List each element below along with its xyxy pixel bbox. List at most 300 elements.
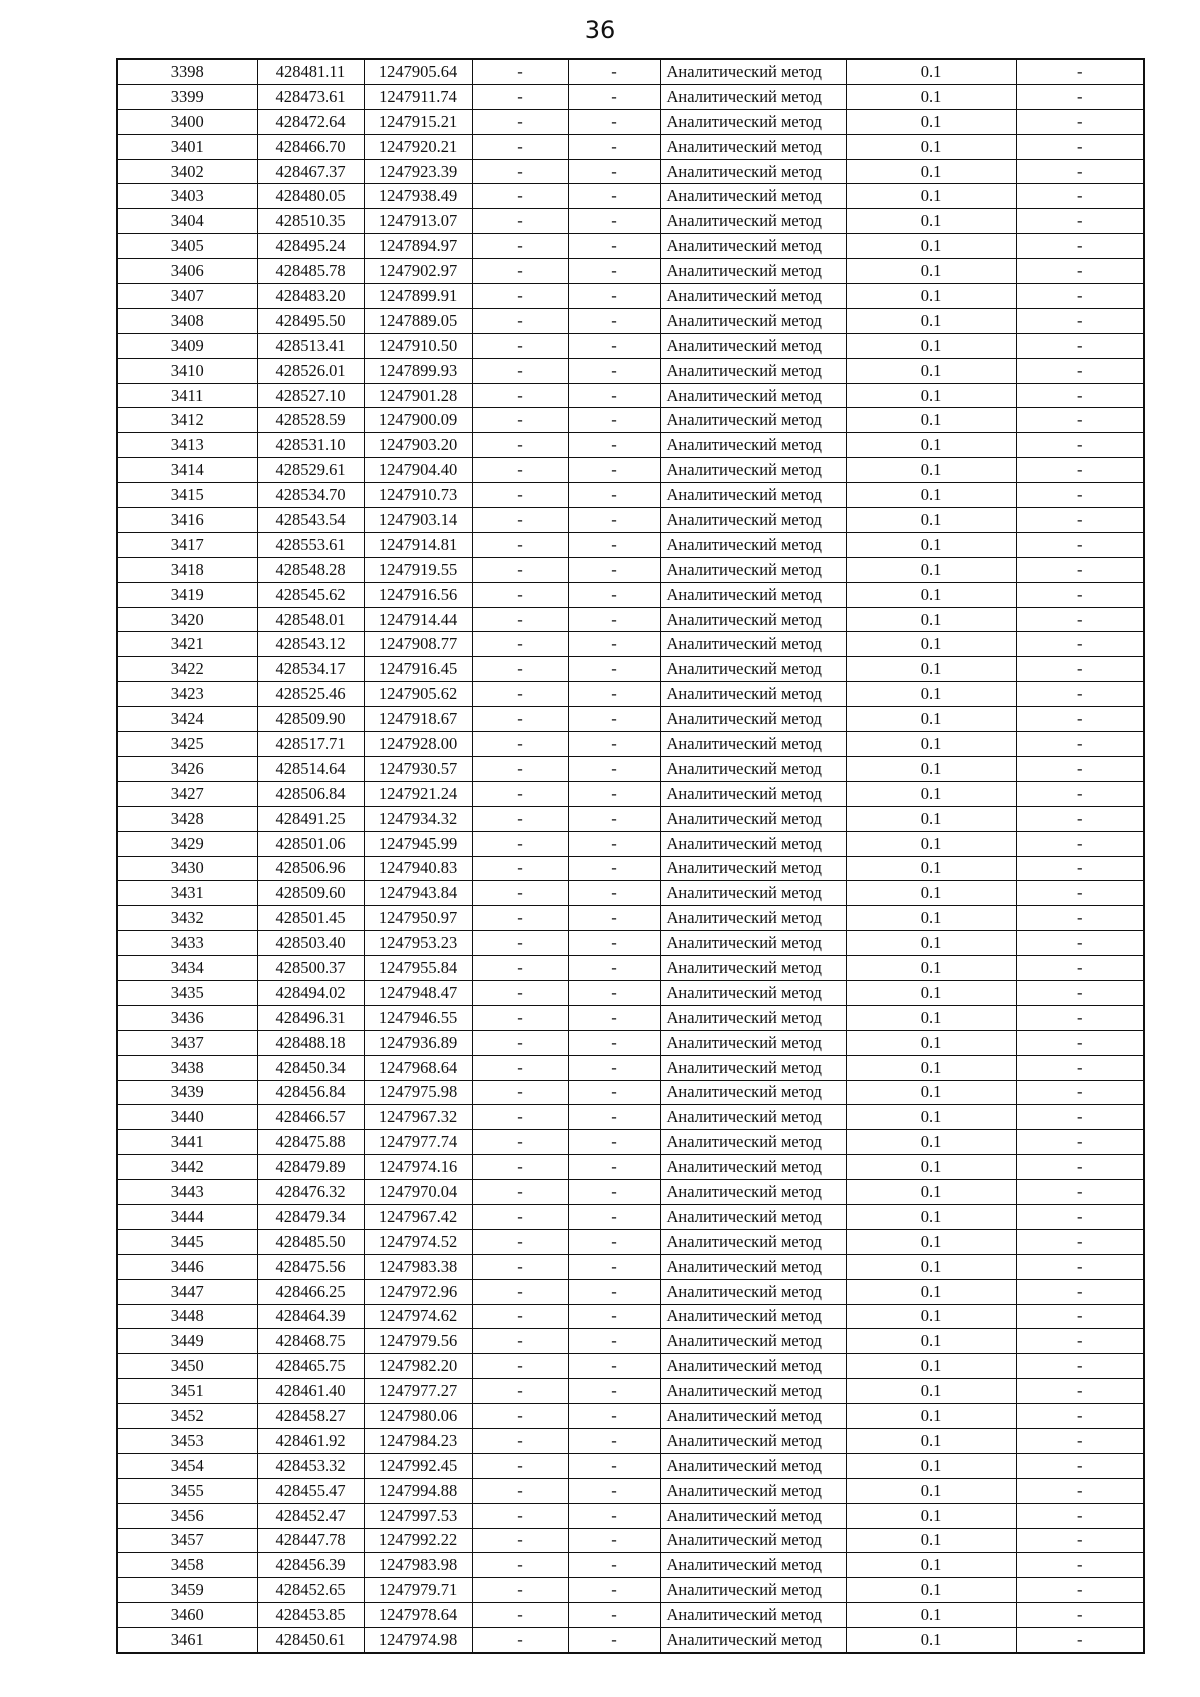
y-coordinate-cell: 1247916.45 (364, 657, 472, 682)
table-row (117, 1354, 1144, 1379)
method-cell: Аналитический метод (660, 433, 846, 458)
y-coordinate-cell: 1247910.50 (364, 333, 472, 358)
dash-cell-b: - (568, 756, 660, 781)
method-cell: Аналитический метод (660, 159, 846, 184)
point-number-cell: 3454 (117, 1453, 257, 1478)
dash-cell-a: - (472, 134, 568, 159)
method-cell: Аналитический метод (660, 1155, 846, 1180)
dash-cell-a: - (472, 607, 568, 632)
table-row (117, 358, 1144, 383)
accuracy-cell: 0.1 (846, 707, 1016, 732)
y-coordinate-cell: 1247992.45 (364, 1453, 472, 1478)
dash-cell-b: - (568, 732, 660, 757)
table-row (117, 756, 1144, 781)
y-coordinate-cell: 1247972.96 (364, 1279, 472, 1304)
dash-cell-c: - (1016, 159, 1144, 184)
x-coordinate-cell: 428548.01 (257, 607, 364, 632)
point-number-cell: 3439 (117, 1080, 257, 1105)
accuracy-cell: 0.1 (846, 1155, 1016, 1180)
table-row (117, 657, 1144, 682)
dash-cell-b: - (568, 259, 660, 284)
y-coordinate-cell: 1247970.04 (364, 1180, 472, 1205)
method-cell: Аналитический метод (660, 657, 846, 682)
dash-cell-b: - (568, 906, 660, 931)
y-coordinate-cell: 1247977.74 (364, 1130, 472, 1155)
dash-cell-b: - (568, 931, 660, 956)
dash-cell-a: - (472, 1180, 568, 1205)
accuracy-cell: 0.1 (846, 1055, 1016, 1080)
point-number-cell: 3456 (117, 1503, 257, 1528)
y-coordinate-cell: 1247974.52 (364, 1229, 472, 1254)
accuracy-cell: 0.1 (846, 682, 1016, 707)
method-cell: Аналитический метод (660, 134, 846, 159)
y-coordinate-cell: 1247905.62 (364, 682, 472, 707)
dash-cell-b: - (568, 1578, 660, 1603)
accuracy-cell: 0.1 (846, 756, 1016, 781)
y-coordinate-cell: 1247936.89 (364, 1030, 472, 1055)
point-number-cell: 3452 (117, 1404, 257, 1429)
dash-cell-b: - (568, 333, 660, 358)
accuracy-cell: 0.1 (846, 1180, 1016, 1205)
dash-cell-b: - (568, 1080, 660, 1105)
y-coordinate-cell: 1247978.64 (364, 1603, 472, 1628)
y-coordinate-cell: 1247900.09 (364, 408, 472, 433)
x-coordinate-cell: 428481.11 (257, 59, 364, 84)
dash-cell-b: - (568, 284, 660, 309)
accuracy-cell: 0.1 (846, 159, 1016, 184)
method-cell: Аналитический метод (660, 1204, 846, 1229)
point-number-cell: 3445 (117, 1229, 257, 1254)
table-row (117, 806, 1144, 831)
dash-cell-b: - (568, 956, 660, 981)
method-cell: Аналитический метод (660, 508, 846, 533)
method-cell: Аналитический метод (660, 1080, 846, 1105)
point-number-cell: 3440 (117, 1105, 257, 1130)
table-row (117, 632, 1144, 657)
dash-cell-c: - (1016, 1130, 1144, 1155)
accuracy-cell: 0.1 (846, 1528, 1016, 1553)
y-coordinate-cell: 1247948.47 (364, 980, 472, 1005)
x-coordinate-cell: 428476.32 (257, 1180, 364, 1205)
x-coordinate-cell: 428456.39 (257, 1553, 364, 1578)
table-row (117, 184, 1144, 209)
accuracy-cell: 0.1 (846, 234, 1016, 259)
accuracy-cell: 0.1 (846, 1030, 1016, 1055)
method-cell: Аналитический метод (660, 1329, 846, 1354)
point-number-cell: 3422 (117, 657, 257, 682)
y-coordinate-cell: 1247921.24 (364, 781, 472, 806)
y-coordinate-cell: 1247977.27 (364, 1379, 472, 1404)
dash-cell-b: - (568, 1553, 660, 1578)
dash-cell-c: - (1016, 1354, 1144, 1379)
dash-cell-c: - (1016, 1379, 1144, 1404)
table-row (117, 1204, 1144, 1229)
method-cell: Аналитический метод (660, 856, 846, 881)
dash-cell-c: - (1016, 1229, 1144, 1254)
accuracy-cell: 0.1 (846, 1428, 1016, 1453)
method-cell: Аналитический метод (660, 1603, 846, 1628)
accuracy-cell: 0.1 (846, 1229, 1016, 1254)
dash-cell-c: - (1016, 1005, 1144, 1030)
method-cell: Аналитический метод (660, 1055, 846, 1080)
y-coordinate-cell: 1247980.06 (364, 1404, 472, 1429)
method-cell: Аналитический метод (660, 931, 846, 956)
dash-cell-a: - (472, 1404, 568, 1429)
table-row (117, 1030, 1144, 1055)
x-coordinate-cell: 428509.60 (257, 881, 364, 906)
dash-cell-a: - (472, 1503, 568, 1528)
point-number-cell: 3443 (117, 1180, 257, 1205)
table-row (117, 707, 1144, 732)
method-cell: Аналитический метод (660, 557, 846, 582)
point-number-cell: 3448 (117, 1304, 257, 1329)
accuracy-cell: 0.1 (846, 1603, 1016, 1628)
accuracy-cell: 0.1 (846, 1453, 1016, 1478)
dash-cell-b: - (568, 980, 660, 1005)
x-coordinate-cell: 428500.37 (257, 956, 364, 981)
point-number-cell: 3424 (117, 707, 257, 732)
accuracy-cell: 0.1 (846, 1204, 1016, 1229)
accuracy-cell: 0.1 (846, 906, 1016, 931)
method-cell: Аналитический метод (660, 1453, 846, 1478)
dash-cell-c: - (1016, 234, 1144, 259)
y-coordinate-cell: 1247979.56 (364, 1329, 472, 1354)
accuracy-cell: 0.1 (846, 209, 1016, 234)
accuracy-cell: 0.1 (846, 1553, 1016, 1578)
x-coordinate-cell: 428531.10 (257, 433, 364, 458)
y-coordinate-cell: 1247923.39 (364, 159, 472, 184)
point-number-cell: 3438 (117, 1055, 257, 1080)
dash-cell-a: - (472, 483, 568, 508)
point-number-cell: 3430 (117, 856, 257, 881)
dash-cell-b: - (568, 184, 660, 209)
dash-cell-b: - (568, 1379, 660, 1404)
dash-cell-a: - (472, 1279, 568, 1304)
y-coordinate-cell: 1247974.98 (364, 1628, 472, 1653)
table-row (117, 458, 1144, 483)
point-number-cell: 3398 (117, 59, 257, 84)
dash-cell-b: - (568, 134, 660, 159)
x-coordinate-cell: 428485.50 (257, 1229, 364, 1254)
table-row (117, 1553, 1144, 1578)
dash-cell-b: - (568, 483, 660, 508)
dash-cell-c: - (1016, 831, 1144, 856)
x-coordinate-cell: 428483.20 (257, 284, 364, 309)
dash-cell-a: - (472, 1379, 568, 1404)
dash-cell-b: - (568, 682, 660, 707)
accuracy-cell: 0.1 (846, 732, 1016, 757)
dash-cell-b: - (568, 508, 660, 533)
dash-cell-a: - (472, 259, 568, 284)
table-row (117, 682, 1144, 707)
dash-cell-c: - (1016, 1528, 1144, 1553)
dash-cell-c: - (1016, 1105, 1144, 1130)
y-coordinate-cell: 1247997.53 (364, 1503, 472, 1528)
dash-cell-c: - (1016, 333, 1144, 358)
y-coordinate-cell: 1247975.98 (364, 1080, 472, 1105)
y-coordinate-cell: 1247911.74 (364, 84, 472, 109)
table-row (117, 308, 1144, 333)
accuracy-cell: 0.1 (846, 433, 1016, 458)
dash-cell-c: - (1016, 756, 1144, 781)
dash-cell-c: - (1016, 1603, 1144, 1628)
table-row (117, 1478, 1144, 1503)
table-row (117, 881, 1144, 906)
dash-cell-b: - (568, 59, 660, 84)
point-number-cell: 3434 (117, 956, 257, 981)
dash-cell-b: - (568, 458, 660, 483)
dash-cell-a: - (472, 333, 568, 358)
point-number-cell: 3399 (117, 84, 257, 109)
dash-cell-c: - (1016, 1180, 1144, 1205)
accuracy-cell: 0.1 (846, 408, 1016, 433)
point-number-cell: 3412 (117, 408, 257, 433)
accuracy-cell: 0.1 (846, 532, 1016, 557)
method-cell: Аналитический метод (660, 781, 846, 806)
table-row (117, 408, 1144, 433)
method-cell: Аналитический метод (660, 1478, 846, 1503)
point-number-cell: 3402 (117, 159, 257, 184)
dash-cell-b: - (568, 1229, 660, 1254)
table-row (117, 831, 1144, 856)
y-coordinate-cell: 1247946.55 (364, 1005, 472, 1030)
y-coordinate-cell: 1247913.07 (364, 209, 472, 234)
accuracy-cell: 0.1 (846, 980, 1016, 1005)
point-number-cell: 3451 (117, 1379, 257, 1404)
y-coordinate-cell: 1247968.64 (364, 1055, 472, 1080)
x-coordinate-cell: 428510.35 (257, 209, 364, 234)
accuracy-cell: 0.1 (846, 284, 1016, 309)
dash-cell-a: - (472, 881, 568, 906)
dash-cell-c: - (1016, 358, 1144, 383)
method-cell: Аналитический метод (660, 458, 846, 483)
dash-cell-b: - (568, 383, 660, 408)
table-row (117, 259, 1144, 284)
x-coordinate-cell: 428456.84 (257, 1080, 364, 1105)
table-row (117, 1503, 1144, 1528)
dash-cell-b: - (568, 109, 660, 134)
dash-cell-a: - (472, 358, 568, 383)
dash-cell-c: - (1016, 308, 1144, 333)
y-coordinate-cell: 1247905.64 (364, 59, 472, 84)
dash-cell-c: - (1016, 1080, 1144, 1105)
accuracy-cell: 0.1 (846, 806, 1016, 831)
dash-cell-a: - (472, 532, 568, 557)
method-cell: Аналитический метод (660, 831, 846, 856)
y-coordinate-cell: 1247930.57 (364, 756, 472, 781)
accuracy-cell: 0.1 (846, 259, 1016, 284)
accuracy-cell: 0.1 (846, 1254, 1016, 1279)
point-number-cell: 3460 (117, 1603, 257, 1628)
point-number-cell: 3449 (117, 1329, 257, 1354)
x-coordinate-cell: 428452.65 (257, 1578, 364, 1603)
x-coordinate-cell: 428461.92 (257, 1428, 364, 1453)
x-coordinate-cell: 428466.25 (257, 1279, 364, 1304)
dash-cell-a: - (472, 1553, 568, 1578)
method-cell: Аналитический метод (660, 1229, 846, 1254)
dash-cell-c: - (1016, 383, 1144, 408)
table-row (117, 1379, 1144, 1404)
dash-cell-c: - (1016, 632, 1144, 657)
point-number-cell: 3431 (117, 881, 257, 906)
y-coordinate-cell: 1247915.21 (364, 109, 472, 134)
method-cell: Аналитический метод (660, 109, 846, 134)
method-cell: Аналитический метод (660, 1503, 846, 1528)
dash-cell-c: - (1016, 906, 1144, 931)
method-cell: Аналитический метод (660, 607, 846, 632)
accuracy-cell: 0.1 (846, 1130, 1016, 1155)
x-coordinate-cell: 428466.57 (257, 1105, 364, 1130)
method-cell: Аналитический метод (660, 532, 846, 557)
y-coordinate-cell: 1247903.14 (364, 508, 472, 533)
dash-cell-b: - (568, 1279, 660, 1304)
point-number-cell: 3420 (117, 607, 257, 632)
x-coordinate-cell: 428467.37 (257, 159, 364, 184)
dash-cell-b: - (568, 1628, 660, 1653)
x-coordinate-cell: 428479.34 (257, 1204, 364, 1229)
point-number-cell: 3418 (117, 557, 257, 582)
dash-cell-a: - (472, 284, 568, 309)
accuracy-cell: 0.1 (846, 308, 1016, 333)
point-number-cell: 3416 (117, 508, 257, 533)
method-cell: Аналитический метод (660, 184, 846, 209)
table-row (117, 557, 1144, 582)
method-cell: Аналитический метод (660, 1105, 846, 1130)
y-coordinate-cell: 1247899.93 (364, 358, 472, 383)
x-coordinate-cell: 428466.70 (257, 134, 364, 159)
table-row (117, 582, 1144, 607)
dash-cell-c: - (1016, 1254, 1144, 1279)
x-coordinate-cell: 428529.61 (257, 458, 364, 483)
dash-cell-c: - (1016, 1628, 1144, 1653)
y-coordinate-cell: 1247953.23 (364, 931, 472, 956)
dash-cell-a: - (472, 1628, 568, 1653)
x-coordinate-cell: 428450.61 (257, 1628, 364, 1653)
accuracy-cell: 0.1 (846, 383, 1016, 408)
dash-cell-a: - (472, 1603, 568, 1628)
point-number-cell: 3457 (117, 1528, 257, 1553)
accuracy-cell: 0.1 (846, 458, 1016, 483)
coordinates-table (116, 58, 1145, 1654)
table-row (117, 956, 1144, 981)
x-coordinate-cell: 428501.45 (257, 906, 364, 931)
point-number-cell: 3401 (117, 134, 257, 159)
dash-cell-c: - (1016, 1055, 1144, 1080)
dash-cell-b: - (568, 532, 660, 557)
table-row (117, 209, 1144, 234)
point-number-cell: 3450 (117, 1354, 257, 1379)
accuracy-cell: 0.1 (846, 856, 1016, 881)
point-number-cell: 3421 (117, 632, 257, 657)
x-coordinate-cell: 428527.10 (257, 383, 364, 408)
point-number-cell: 3436 (117, 1005, 257, 1030)
y-coordinate-cell: 1247918.67 (364, 707, 472, 732)
y-coordinate-cell: 1247938.49 (364, 184, 472, 209)
x-coordinate-cell: 428553.61 (257, 532, 364, 557)
x-coordinate-cell: 428534.70 (257, 483, 364, 508)
dash-cell-c: - (1016, 980, 1144, 1005)
method-cell: Аналитический метод (660, 956, 846, 981)
dash-cell-b: - (568, 408, 660, 433)
method-cell: Аналитический метод (660, 732, 846, 757)
dash-cell-c: - (1016, 408, 1144, 433)
dash-cell-a: - (472, 582, 568, 607)
dash-cell-a: - (472, 1229, 568, 1254)
dash-cell-c: - (1016, 483, 1144, 508)
dash-cell-a: - (472, 184, 568, 209)
method-cell: Аналитический метод (660, 408, 846, 433)
dash-cell-a: - (472, 1428, 568, 1453)
accuracy-cell: 0.1 (846, 956, 1016, 981)
dash-cell-b: - (568, 607, 660, 632)
x-coordinate-cell: 428548.28 (257, 557, 364, 582)
y-coordinate-cell: 1247974.16 (364, 1155, 472, 1180)
point-number-cell: 3400 (117, 109, 257, 134)
point-number-cell: 3453 (117, 1428, 257, 1453)
y-coordinate-cell: 1247974.62 (364, 1304, 472, 1329)
method-cell: Аналитический метод (660, 234, 846, 259)
method-cell: Аналитический метод (660, 1354, 846, 1379)
accuracy-cell: 0.1 (846, 582, 1016, 607)
method-cell: Аналитический метод (660, 1254, 846, 1279)
method-cell: Аналитический метод (660, 582, 846, 607)
y-coordinate-cell: 1247982.20 (364, 1354, 472, 1379)
point-number-cell: 3414 (117, 458, 257, 483)
dash-cell-a: - (472, 84, 568, 109)
point-number-cell: 3425 (117, 732, 257, 757)
dash-cell-b: - (568, 1603, 660, 1628)
table-row (117, 1628, 1144, 1653)
point-number-cell: 3403 (117, 184, 257, 209)
table-row (117, 1130, 1144, 1155)
x-coordinate-cell: 428514.64 (257, 756, 364, 781)
table-row (117, 1453, 1144, 1478)
method-cell: Аналитический метод (660, 259, 846, 284)
table-row (117, 1304, 1144, 1329)
table-row (117, 980, 1144, 1005)
dash-cell-a: - (472, 856, 568, 881)
table-row (117, 109, 1144, 134)
point-number-cell: 3458 (117, 1553, 257, 1578)
table-row (117, 1055, 1144, 1080)
accuracy-cell: 0.1 (846, 1628, 1016, 1653)
method-cell: Аналитический метод (660, 632, 846, 657)
accuracy-cell: 0.1 (846, 358, 1016, 383)
dash-cell-b: - (568, 657, 660, 682)
dash-cell-a: - (472, 109, 568, 134)
table-row (117, 1254, 1144, 1279)
dash-cell-c: - (1016, 582, 1144, 607)
dash-cell-a: - (472, 1354, 568, 1379)
dash-cell-b: - (568, 433, 660, 458)
accuracy-cell: 0.1 (846, 84, 1016, 109)
dash-cell-a: - (472, 1329, 568, 1354)
point-number-cell: 3409 (117, 333, 257, 358)
point-number-cell: 3405 (117, 234, 257, 259)
dash-cell-b: - (568, 1105, 660, 1130)
point-number-cell: 3408 (117, 308, 257, 333)
x-coordinate-cell: 428503.40 (257, 931, 364, 956)
table-row (117, 508, 1144, 533)
y-coordinate-cell: 1247916.56 (364, 582, 472, 607)
y-coordinate-cell: 1247967.42 (364, 1204, 472, 1229)
dash-cell-b: - (568, 1204, 660, 1229)
method-cell: Аналитический метод (660, 333, 846, 358)
dash-cell-c: - (1016, 707, 1144, 732)
table-row (117, 856, 1144, 881)
y-coordinate-cell: 1247934.32 (364, 806, 472, 831)
dash-cell-b: - (568, 84, 660, 109)
